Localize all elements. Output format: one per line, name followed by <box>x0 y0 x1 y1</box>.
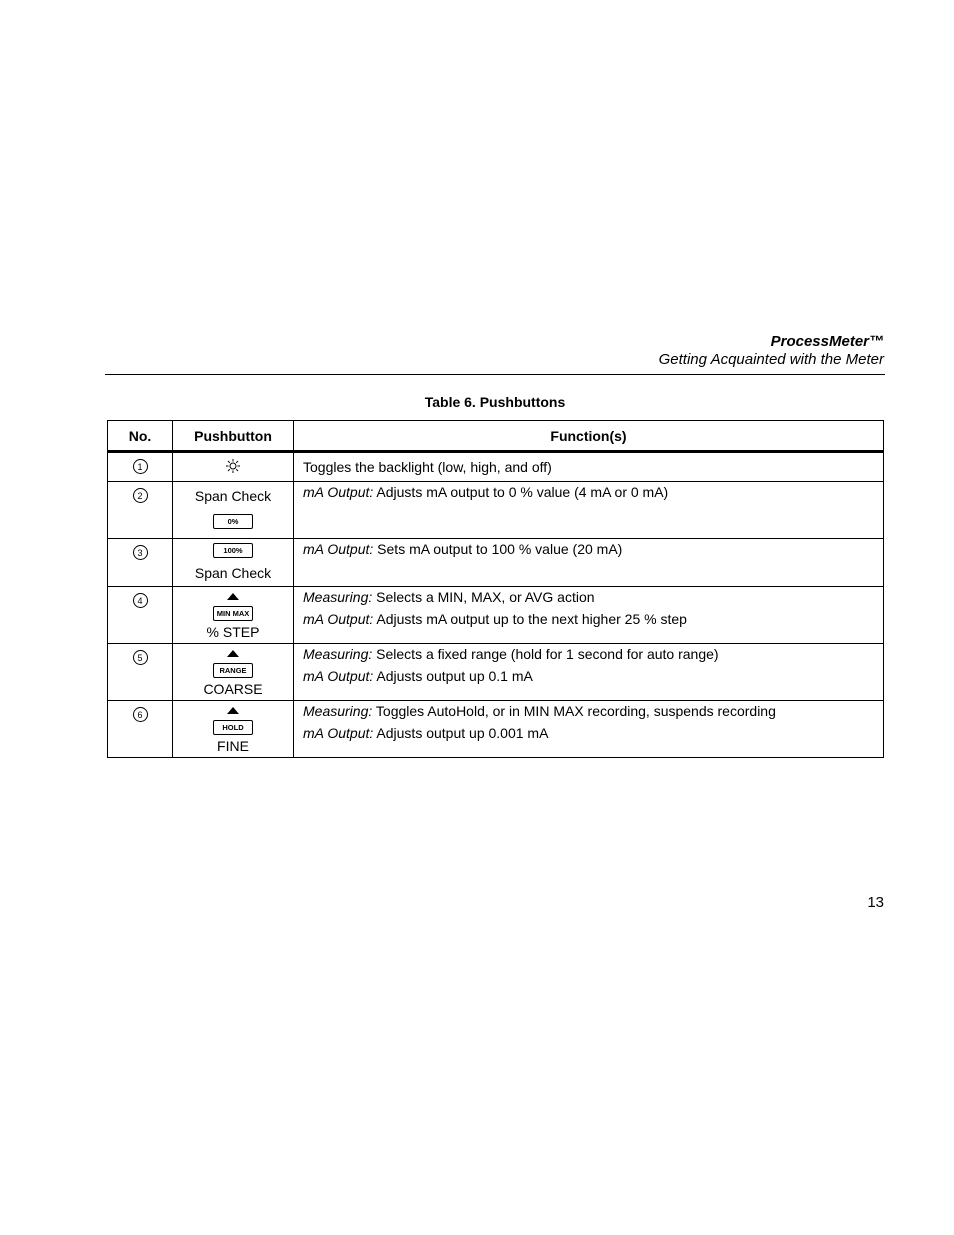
circled-number: 6 <box>133 707 148 722</box>
function-cell <box>294 539 884 587</box>
header-title: ProcessMeter™ <box>770 333 884 350</box>
table-row <box>108 644 884 701</box>
table-row <box>108 452 884 482</box>
pushbutton-cell <box>173 482 294 539</box>
pushbutton-cell <box>173 452 294 482</box>
pushbutton-label: Span Check <box>194 565 272 581</box>
header-subtitle: Getting Acquainted with the Meter <box>658 351 884 368</box>
pushbutton-label: Span Check <box>194 488 272 504</box>
page-number: 13 <box>867 894 884 911</box>
function-cell <box>294 701 884 758</box>
pushbutton-cell <box>173 539 294 587</box>
hundred-percent-key: 100% <box>213 543 253 558</box>
pushbutton-label: % STEP <box>206 624 260 640</box>
circled-number: 4 <box>133 593 148 608</box>
column-header-pushbutton: Pushbutton <box>173 421 294 452</box>
function-cell <box>294 644 884 701</box>
function-line: Measuring: Toggles AutoHold, or in MIN MAX recording, suspends recording <box>303 703 776 719</box>
function-line: mA Output: Sets mA output to 100 % value (20 mA) <box>303 541 623 557</box>
row-number-cell <box>108 644 173 701</box>
function-cell <box>294 587 884 644</box>
function-line: mA Output: Adjusts mA output to 0 % value (4 mA or 0 mA) <box>303 484 669 500</box>
up-arrow-icon <box>227 593 239 600</box>
range-key: RANGE <box>213 663 253 678</box>
min-max-key: MIN MAX <box>213 606 253 621</box>
table-caption: Table 6. Pushbuttons <box>424 394 566 410</box>
row-number-cell <box>108 587 173 644</box>
pushbutton-label: FINE <box>217 738 249 754</box>
row-number-cell <box>108 701 173 758</box>
hold-key: HOLD <box>213 720 253 735</box>
function-cell <box>294 482 884 539</box>
pushbutton-label: COARSE <box>203 681 263 697</box>
function-line: Measuring: Selects a MIN, MAX, or AVG action <box>303 589 595 605</box>
zero-percent-key: 0% <box>213 514 253 529</box>
backlight-icon <box>225 458 241 474</box>
column-header-functions: Function(s) <box>294 421 884 452</box>
header-rule <box>105 374 885 375</box>
circled-number: 5 <box>133 650 148 665</box>
function-line: mA Output: Adjusts output up 0.1 mA <box>303 668 533 684</box>
row-number-cell <box>108 539 173 587</box>
function-cell <box>294 452 884 482</box>
pushbuttons-table <box>107 420 884 758</box>
pushbutton-cell <box>173 587 294 644</box>
pushbutton-cell <box>173 644 294 701</box>
column-header-no: No. <box>108 421 173 452</box>
function-line: Toggles the backlight (low, high, and off) <box>303 459 552 475</box>
table-header-row <box>108 421 884 452</box>
circled-number: 2 <box>133 488 148 503</box>
table-row <box>108 587 884 644</box>
pushbutton-cell <box>173 701 294 758</box>
function-line: mA Output: Adjusts output up 0.001 mA <box>303 725 549 741</box>
up-arrow-icon <box>227 707 239 714</box>
function-line: mA Output: Adjusts mA output up to the next higher 25 % step <box>303 611 687 627</box>
function-line: Measuring: Selects a fixed range (hold for 1 second for auto range) <box>303 646 719 662</box>
running-header <box>659 333 884 369</box>
table-row <box>108 482 884 539</box>
up-arrow-icon <box>227 650 239 657</box>
circled-number: 3 <box>133 545 148 560</box>
circled-number: 1 <box>133 459 148 474</box>
row-number-cell <box>108 452 173 482</box>
table-row <box>108 701 884 758</box>
table-row <box>108 539 884 587</box>
row-number-cell <box>108 482 173 539</box>
